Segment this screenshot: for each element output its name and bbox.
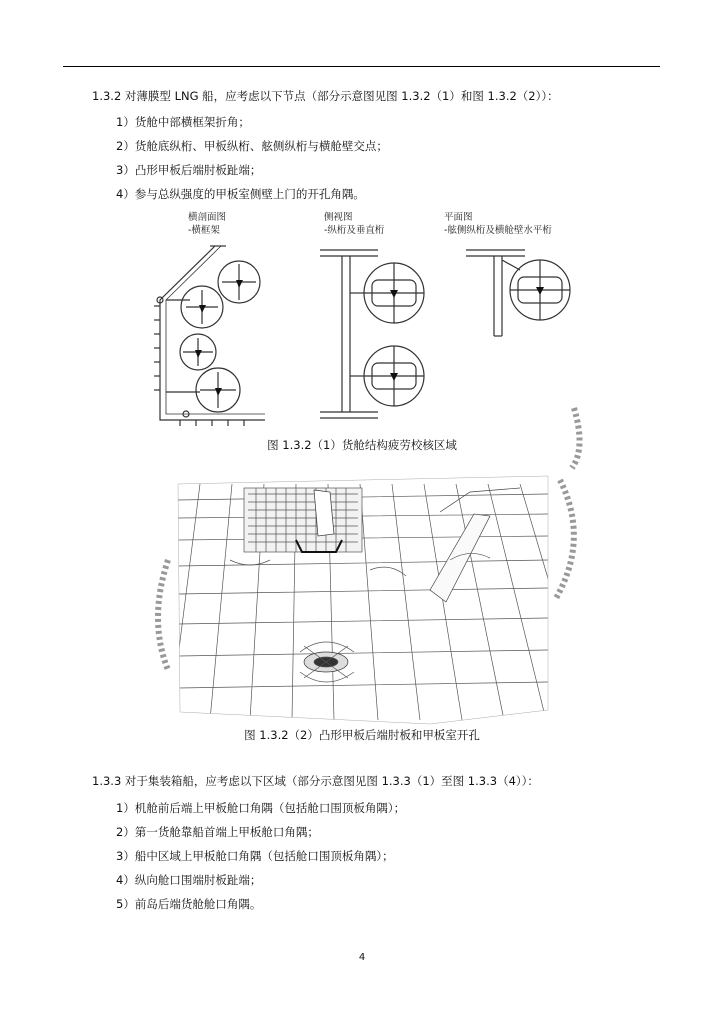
view-title-side-view: 侧视图 bbox=[324, 212, 353, 223]
list-item: 4）纵向舱口围端肘板趾端； bbox=[116, 873, 262, 887]
list-item: 3）凸形甲板后端肘板趾端； bbox=[116, 163, 262, 177]
view-subtitle-cross-section: -横框架 bbox=[188, 225, 220, 236]
list-item: 1）机舱前后端上甲板舱口角隅（包括舱口围顶板角隅）； bbox=[116, 801, 406, 815]
view-subtitle-plan-view: -舷侧纵桁及横舱壁水平桁 bbox=[444, 225, 552, 236]
section-1-3-2-intro: 1.3.2 对薄膜型 LNG 船，应考虑以下节点（部分示意图见图 1.3.2（1）和图 1.3.2（2））： bbox=[92, 89, 559, 103]
section-1-3-3-intro: 1.3.3 对于集装箱船，应考虑以下区域（部分示意图见图 1.3.3（1）至图 1.3.3（4））： bbox=[92, 774, 539, 788]
list-item: 4）参与总纵强度的甲板室侧壁上门的开孔角隅。 bbox=[116, 187, 365, 201]
view-subtitle-side-view: -纵桁及垂直桁 bbox=[324, 225, 385, 236]
list-item: 5）前岛后端货舱舱口角隅。 bbox=[116, 897, 262, 911]
list-item: 1）货舱中部横框架折角； bbox=[116, 115, 250, 129]
figure-caption: 图 1.3.2（1）货舱结构疲劳校核区域 bbox=[267, 438, 457, 452]
view-title-plan-view: 平面图 bbox=[444, 212, 473, 223]
list-item: 2）第一货舱靠船首端上甲板舱口角隅； bbox=[116, 825, 319, 839]
figure-caption: 图 1.3.2（2）凸形甲板后端肘板和甲板室开孔 bbox=[244, 728, 480, 742]
page-number: 4 bbox=[358, 952, 366, 963]
list-item: 2）货舱底纵桁、甲板纵桁、舷侧纵桁与横舱壁交点； bbox=[116, 139, 388, 153]
view-title-cross-section: 横剖面图 bbox=[188, 212, 227, 223]
list-item: 3）船中区域上甲板舱口角隅（包括舱口围顶板角隅）； bbox=[116, 849, 394, 863]
